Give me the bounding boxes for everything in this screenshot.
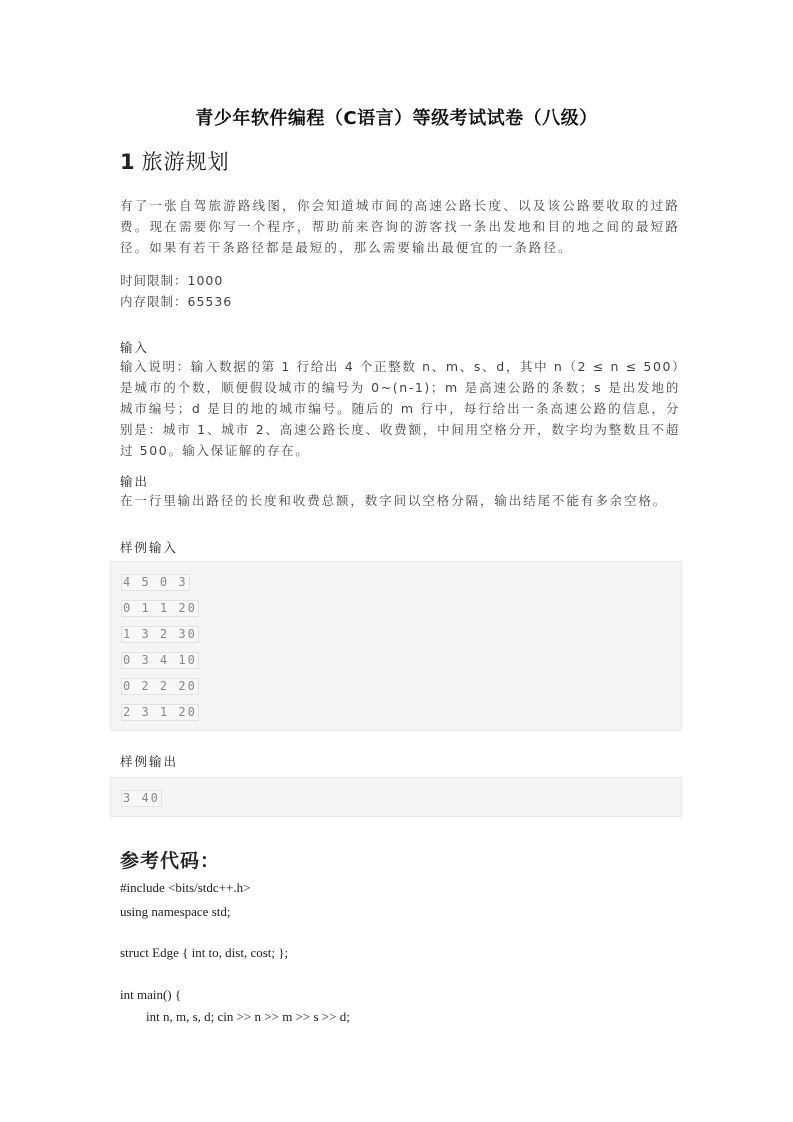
sample-input-line: 4 5 0 3 [123, 575, 188, 589]
problem-heading [120, 146, 230, 176]
sample-input-line: 0 1 1 20 [123, 601, 197, 615]
sample-input-line: 0 2 2 20 [123, 679, 197, 693]
output-description: 在一行里输出路径的长度和收费总额，数字间以空格分隔，输出结尾不能有多余空格。 [120, 493, 668, 508]
sample-input-box [110, 561, 682, 731]
sample-output-line: 3 40 [123, 791, 160, 805]
memory-limit: 内存限制：65536 [120, 294, 233, 309]
sample-input-line: 0 3 4 10 [123, 653, 197, 667]
reference-code-heading: 参考代码： [120, 850, 221, 872]
problem-name: 旅游规划 [141, 150, 230, 174]
code-line: int n, m, s, d; cin >> n >> m >> s >> d; [120, 1009, 350, 1024]
problem-number: 1 [120, 150, 136, 174]
input-description: 输入说明：输入数据的第 1 行给出 4 个正整数 n、m、s、d，其中 n（2 ≤ n ≤ 500）是城市的个数，顺便假设城市的编号为 0~(n-1)；m 是高速公路的条数；s 是出发地的城市编号；d 是目的地的城市编号。随后的 m 行中，每行给出一条高速公路的信息，分别是：城市 1、城市 2、高速公路长度、收费额，中间用空格分开，数字均为整数且不超过 500。输入保证解的存在。 [120, 359, 680, 458]
sample-output-label: 样例输出 [120, 754, 179, 769]
output-label: 输出 [120, 474, 150, 489]
time-limit: 时间限制：1000 [120, 273, 224, 288]
code-line: using namespace std; [120, 904, 231, 919]
input-label: 输入 [120, 340, 150, 355]
sample-output-box [110, 777, 682, 817]
document-title: 青少年软件编程（C语言）等级考试试卷（八级） [195, 108, 598, 129]
problem-description: 有了一张自驾旅游路线图，你会知道城市间的高速公路长度、以及该公路要收取的过路费。现在需要你写一个程序，帮助前来咨询的游客找一条出发地和目的地之间的最短路径。如果有若干条路径都是最短的，那么需要输出最便宜的一条路径。 [120, 198, 680, 255]
sample-input-line: 1 3 2 30 [123, 627, 197, 641]
code-line: int main() { [120, 987, 182, 1002]
sample-input-line: 2 3 1 20 [123, 705, 197, 719]
code-line: struct Edge { int to, dist, cost; }; [120, 945, 289, 960]
code-line: #include <bits/stdc++.h> [120, 880, 251, 895]
limits-block [120, 270, 680, 312]
sample-input-label: 样例输入 [120, 540, 179, 555]
